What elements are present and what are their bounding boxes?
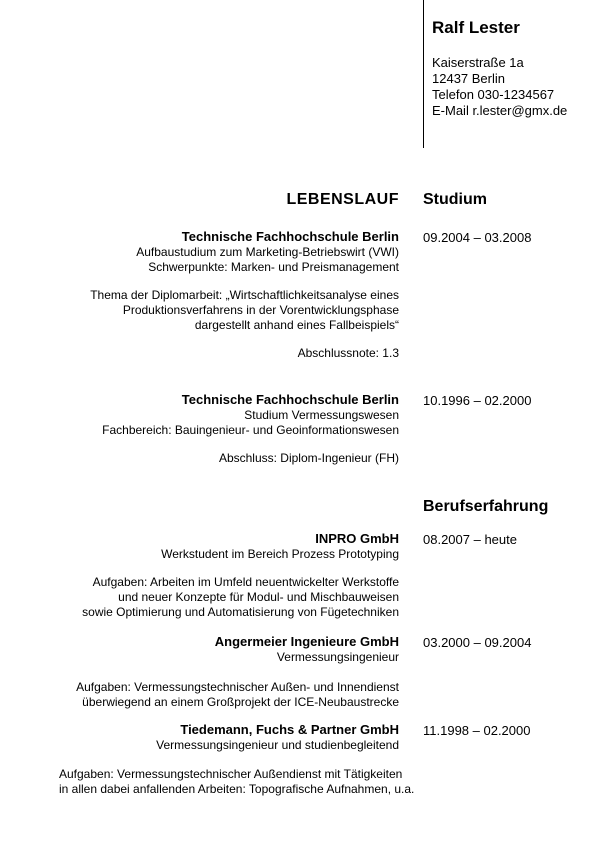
study-focus: Schwerpunkte: Marken- und Preismanagement (148, 260, 399, 274)
job-entry-2-date: 03.2000 – 09.2004 (423, 635, 532, 650)
section-heading-berufserfahrung: Berufserfahrung (423, 498, 549, 515)
institution-name: Technische Fachhochschule Berlin (181, 229, 399, 244)
job-role: Vermessungsingenieur (276, 650, 399, 664)
task-line-2: überwiegend an einem Großprojekt der ICE-Neubaustrecke (82, 695, 399, 709)
task-line-1: Aufgaben: Arbeiten im Umfeld neuentwickelter Werkstoffe (92, 575, 399, 589)
address-street: Kaiserstraße 1a (432, 55, 524, 70)
job-entry-1-date: 08.2007 – heute (423, 532, 517, 547)
job-entry-3-tasks (59, 767, 414, 797)
degree: Abschluss: Diplom-Ingenieur (FH) (218, 451, 399, 465)
task-line-1: Aufgaben: Vermessungstechnischer Außendienst mit Tätigkeiten (59, 767, 403, 781)
thesis-line-2: Produktionsverfahrens in der Vorentwicklungsphase (122, 303, 399, 317)
job-entry-2 (215, 634, 399, 665)
task-line-2: in allen dabei anfallenden Arbeiten: Topografische Aufnahmen, u.a. (59, 782, 415, 796)
applicant-name: Ralf Lester (432, 18, 520, 37)
contact-block (432, 55, 567, 119)
institution-name: Technische Fachhochschule Berlin (181, 392, 399, 407)
header-divider-line (423, 0, 424, 148)
email-address: E-Mail r.lester@gmx.de (432, 103, 568, 118)
study-program: Aufbaustudium zum Marketing-Betriebswirt (VWI) (136, 245, 399, 259)
document-title: LEBENSLAUF (286, 191, 399, 208)
company-name: Angermeier Ingenieure GmbH (214, 634, 399, 649)
final-grade: Abschlussnote: 1.3 (297, 346, 399, 360)
phone-number: Telefon 030-1234567 (432, 87, 555, 102)
task-line-2: und neuer Konzepte für Modul- und Mischbauweisen (118, 590, 399, 604)
studium-entry-1 (136, 229, 399, 275)
job-entry-1 (161, 531, 399, 562)
thesis-topic (90, 288, 399, 333)
job-entry-3 (156, 722, 399, 753)
job-entry-2-tasks (76, 680, 399, 710)
studium-entry-1-date: 09.2004 – 03.2008 (423, 230, 532, 245)
studium-entry-2-date: 10.1996 – 02.2000 (423, 393, 532, 408)
company-name: Tiedemann, Fuchs & Partner GmbH (180, 722, 399, 737)
job-entry-3-date: 11.1998 – 02.2000 (423, 723, 531, 738)
study-department: Fachbereich: Bauingenieur- und Geoinformationswesen (102, 423, 399, 437)
studium-entry-2 (102, 392, 399, 438)
task-line-3: sowie Optimierung und Automatisierung von Fügetechniken (82, 605, 399, 619)
task-line-1: Aufgaben: Vermessungstechnischer Außen- und Innendienst (76, 680, 399, 694)
thesis-line-3: dargestellt anhand eines Fallbeispiels“ (194, 318, 399, 332)
company-name: INPRO GmbH (315, 531, 399, 546)
address-city: 12437 Berlin (432, 71, 505, 86)
section-heading-studium: Studium (423, 191, 487, 208)
job-role: Werkstudent im Bereich Prozess Prototyping (161, 547, 399, 561)
study-program: Studium Vermessungswesen (244, 408, 399, 422)
job-role: Vermessungsingenieur und studienbegleitend (156, 738, 399, 752)
thesis-line-1: Thema der Diplomarbeit: „Wirtschaftlichkeitsanalyse eines (90, 288, 399, 302)
job-entry-1-tasks (82, 575, 399, 620)
